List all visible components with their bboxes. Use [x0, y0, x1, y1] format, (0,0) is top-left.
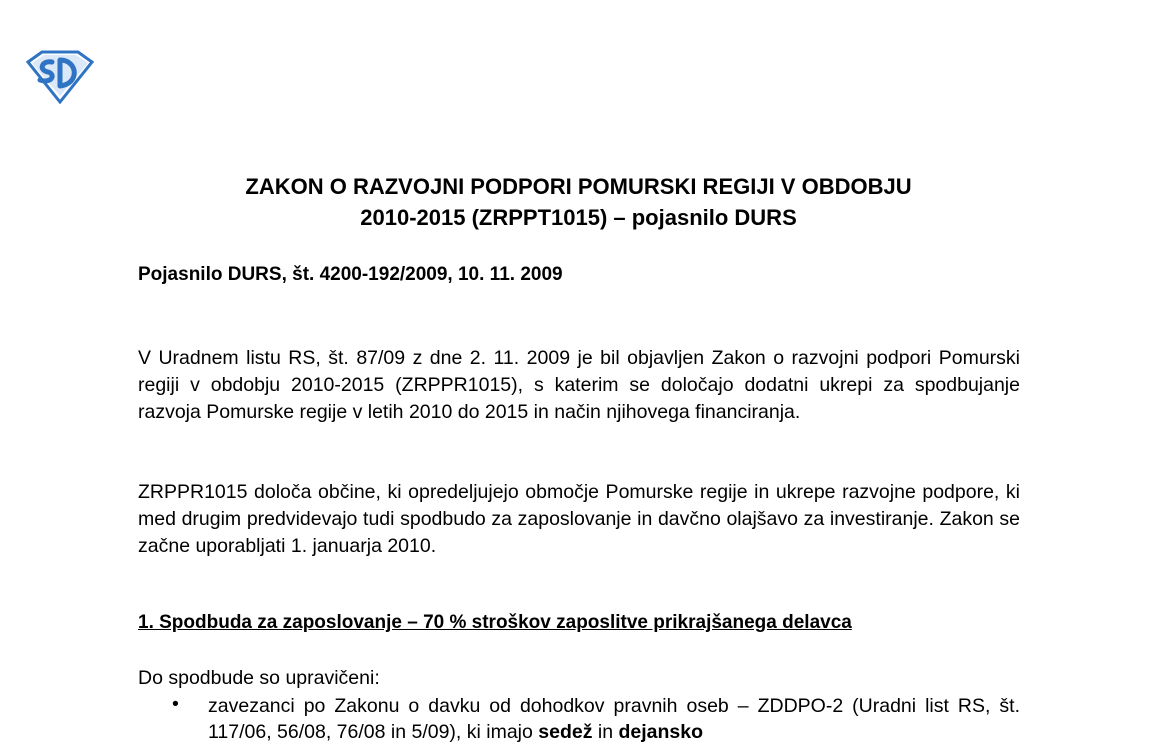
title-line-2: 2010-2015 (ZRPPT1015) – pojasnilo DURS [360, 205, 797, 230]
bullet-bold-1: sedež [538, 721, 593, 743]
section-heading: 1. Spodbuda za zaposlovanje – 70 % stroškov zaposlitve prikrajšanega delavca [138, 612, 852, 633]
title-line-1: ZAKON O RAZVOJNI PODPORI POMURSKI REGIJI V OBDOBJU [245, 174, 912, 199]
sd-logo-icon [22, 50, 96, 104]
bullet-bold-2: dejansko [618, 721, 704, 743]
list-intro: Do spodbude so upravičeni: [138, 667, 380, 689]
bullet-text-1: zavezanci po Zakonu o davku od dohodkov pravnih oseb – ZDDPO-2 (Uradni list RS, št. 117/06, 56/08, 76/08 in 5/09), ki imajo [208, 695, 1020, 743]
document-subtitle: Pojasnilo DURS, št. 4200-192/2009, 10. 11. 2009 [138, 264, 563, 285]
paragraph-1: V Uradnem listu RS, št. 87/09 z dne 2. 11. 2009 je bil objavljen Zakon o razvojni podpori Pomurski regiji v obdobju 2010-2015 (ZRPPR1015), s katerim se določajo dodatni ukrepi za spodbujanje razvoja Pomurske regije v letih 2010 do 2015 in način njihovega financiranja. [138, 347, 1020, 423]
paragraph-2: ZRPPR1015 določa občine, ki opredeljujejo območje Pomurske regije in ukrepe razvojne podpore, ki med drugim predvidevajo tudi spodbudo za zaposlovanje in davčno olajšavo za investiranje. Zakon se začne uporabljati 1. januarja 2010. [138, 481, 1020, 557]
bullet-icon: • [172, 693, 179, 715]
list-item [208, 693, 1020, 745]
bullet-text-2: in [592, 721, 619, 743]
document-title [0, 171, 1157, 233]
